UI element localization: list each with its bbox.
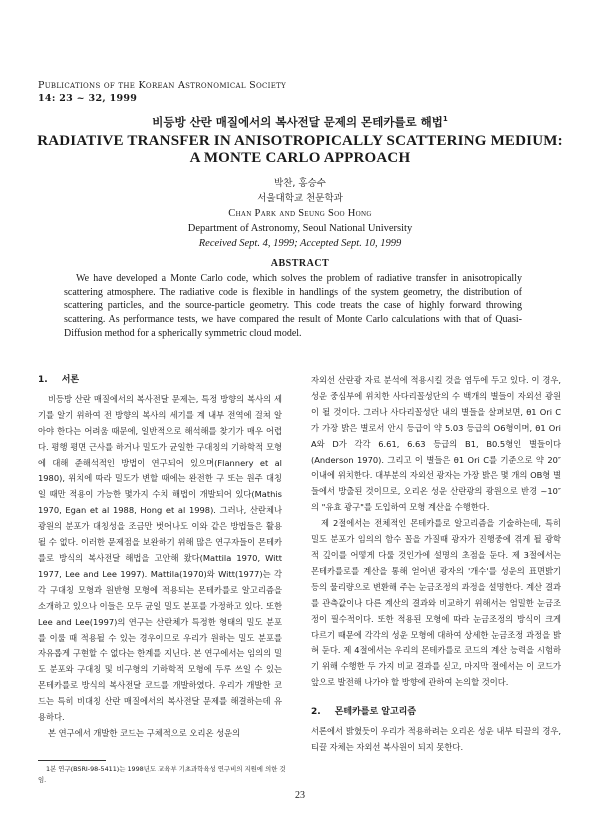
english-title-line2: A MONTE CARLO APPROACH — [189, 150, 411, 166]
english-authors: Chan Park and Seung Soo Hong — [228, 208, 372, 219]
journal-header — [38, 79, 286, 105]
section1-paragraph4: 제 2절에서는 전체적인 몬테카를로 알고리즘을 기술하는데, 특히 밀도 분포가 임의의 함수 꼴을 가질때 광자가 진행중에 겪게 될 광학적 깊이를 어떻게 다룰 것인가에 설명의 초점을 둔다. 제 3절에서는 몬테카를로를 계산을 통해 얻어낸 광자의 '개수'를 성운의 표면밝기 등의 물리량으로 변환해 주는 눈금조정의 과정을 설명한다. 계산 결과를 관측값이나 다른 계산의 결과와 비교하기 위해서는 엄밀한 눈금조정이 필수적이다. 또한 적용된 모형에 따라 눈금조정의 방식이 크게 다르기 때문에 각각의 성운 모형에 대하여 상세한 눈금조정 과정을 밝혀 둔다. 제 4절에서는 우리의 몬테카를로 코드의 계산 능력을 시험하기 위해 수행한 두 가지 비교 결과를 싣고, 마지막 절에서는 이 코드가 앞으로 발전해 나가야 할 방향에 관하여 논의할 것이다. — [311, 518, 561, 688]
english-title-line1: RADIATIVE TRANSFER IN ANISOTROPICALLY SCATTERING MEDIUM: — [37, 133, 563, 149]
received-dates: Received Sept. 4, 1999; Accepted Sept. 10, 1999 — [198, 238, 402, 249]
journal-volume: 14: 23 ~ 32, 1999 — [38, 93, 138, 104]
korean-affiliation: 서울대학교 천문학과 — [257, 193, 343, 204]
korean-title-text: 비등방 산란 매질에서의 복사전달 문제의 몬테카를로 해법 — [152, 115, 443, 129]
section1-heading — [38, 373, 282, 389]
section1-paragraph2: 본 연구에서 개발한 코드는 구체적으로 오리온 성운의 — [48, 727, 241, 738]
section1-number: 1. — [38, 375, 48, 385]
section2-title: 몬테카를로 알고리즘 — [334, 707, 417, 718]
title-block — [30, 114, 570, 167]
section1-title: 서론 — [61, 375, 80, 385]
korean-authors: 박찬, 홍승수 — [274, 178, 326, 189]
footnote: 1본 연구(BSRI-98-5411)는 1998년도 교육부 기초과학육성 연구비의 지원에 의한 것임. — [38, 765, 286, 784]
author-block — [30, 176, 570, 251]
section2-number: 2. — [311, 707, 321, 718]
abstract-text: We have developed a Monte Carlo code, which solves the problem of radiative transfer in anisotropically scattering atmosphere. The radiative code is flexible in handlings of the system geometry, the distribution of scattering particles, and the source-particle geometry. This code treats the case of highly forward throwing scattering. As performance tests, we have compared the result of Monte Carlo calculations with that of Quasi-Diffusion method for a spherically symmetric cloud model. — [64, 273, 522, 339]
title-footnote-mark: 1 — [442, 115, 448, 124]
section2-paragraph1: 서론에서 밝혔듯이 우리가 적용하려는 오리온 성운 내부 티끌의 경우, 티끌 자체는 자외선 복사원이 되지 못한다. — [311, 726, 561, 752]
english-title — [30, 133, 570, 167]
affiliation: Department of Astronomy, Seoul National University — [187, 223, 413, 234]
section1-paragraph1: 비등방 산란 매질에서의 복사전달 문제는, 특정 방향의 복사의 세기를 알기 위하여 전 방향의 복사의 세기를 계 내부 전역에 걸쳐 알아야 한다는 어려움 때문에, 일반적으로 해석해를 찾기가 매우 어렵다. 평행 평면 근사를 하거나 밀도가 균일한 구대칭의 기하학적 모형에 대해 준해석적인 방법이 연구되어 있으며(Flannery et al 1980), 위치에 따라 밀도가 변할 때에는 완전한 구 또는 원주 대칭일 때만 적용이 가능한 몇가지 수치 해법이 개발되어 있다(Mathis 1970, Egan et al 1988, Hong et al 1998). 그러나, 산란체나 광원의 분포가 대칭성을 조금만 벗어나도 이와 같은 방법들은 활용될 수 없다. 이러한 문제점을 보완하기 위해 많은 연구자들이 몬테카를로 방식의 복사전달 해법을 고안해 왔다(Mattila 1970, Witt 1977, Lee and Lee 1997). Mattila(1970)와 Witt(1977)는 각각 구대칭 모형과 원반형 모형에 적용되는 몬테카를로 알고리즘을 소개하고 있으나 이들은 모두 균일 밀도 분포를 가정하고 있다. 또한 Lee and Lee(1997)의 연구는 산란체가 특정한 형태의 밀도 분포를 이룰 때 적용될 수 있는 경우이므로 우리가 원하는 밀도 분포를 자유롭게 구현할 수 없다는 한계를 지닌다. 본 연구에서는 임의의 밀도 분포와 구대칭 및 비구형의 기하학적 모형에 두루 쓰일 수 있는 몬테카를로 방식의 복사전달 코드를 개발하였다. 우리가 개발한 코드는 특히 비대칭 산란 매질에서의 복사전달 문제를 해결하는데 유용하다. — [38, 393, 282, 723]
section2-heading — [311, 705, 561, 721]
page-number: 23 — [295, 790, 305, 801]
journal-name: Publications of the Korean Astronomical Society — [38, 80, 287, 91]
right-column — [311, 373, 561, 756]
footnote-rule — [38, 760, 106, 761]
abstract-heading: ABSTRACT — [270, 258, 330, 269]
korean-title — [30, 114, 570, 130]
left-column — [38, 373, 282, 742]
section1-paragraph3: 자외선 산란광 자료 분석에 적용시킬 것을 염두에 두고 있다. 이 경우, 성운 중심부에 위치한 사다리꼴성단의 수 백개의 별들이 자외선 광원이 될 것이다. 그러나 사다리꼴성단 내의 별들을 살펴보면, θ1 Ori C가 가장 밝은 별로서 안시 등급이 약 5.03 등급의 O6형이며, θ1 Ori A와 D가 각각 6.61, 6.63 등급의 B1, B0.5형인 별들이다(Anderson 1970). 그리고 이 별들은 θ1 Ori C를 기준으로 약 20″이내에 위치한다. 대부분의 자외선 광자는 가장 밝은 몇 개의 OB형 별들에서 방출된 것이므로, 오리온 성운 산란광의 광원으로 반경 ~10″의 "유효 광구"를 도입하여 모형 계산을 수행한다. — [311, 375, 561, 513]
